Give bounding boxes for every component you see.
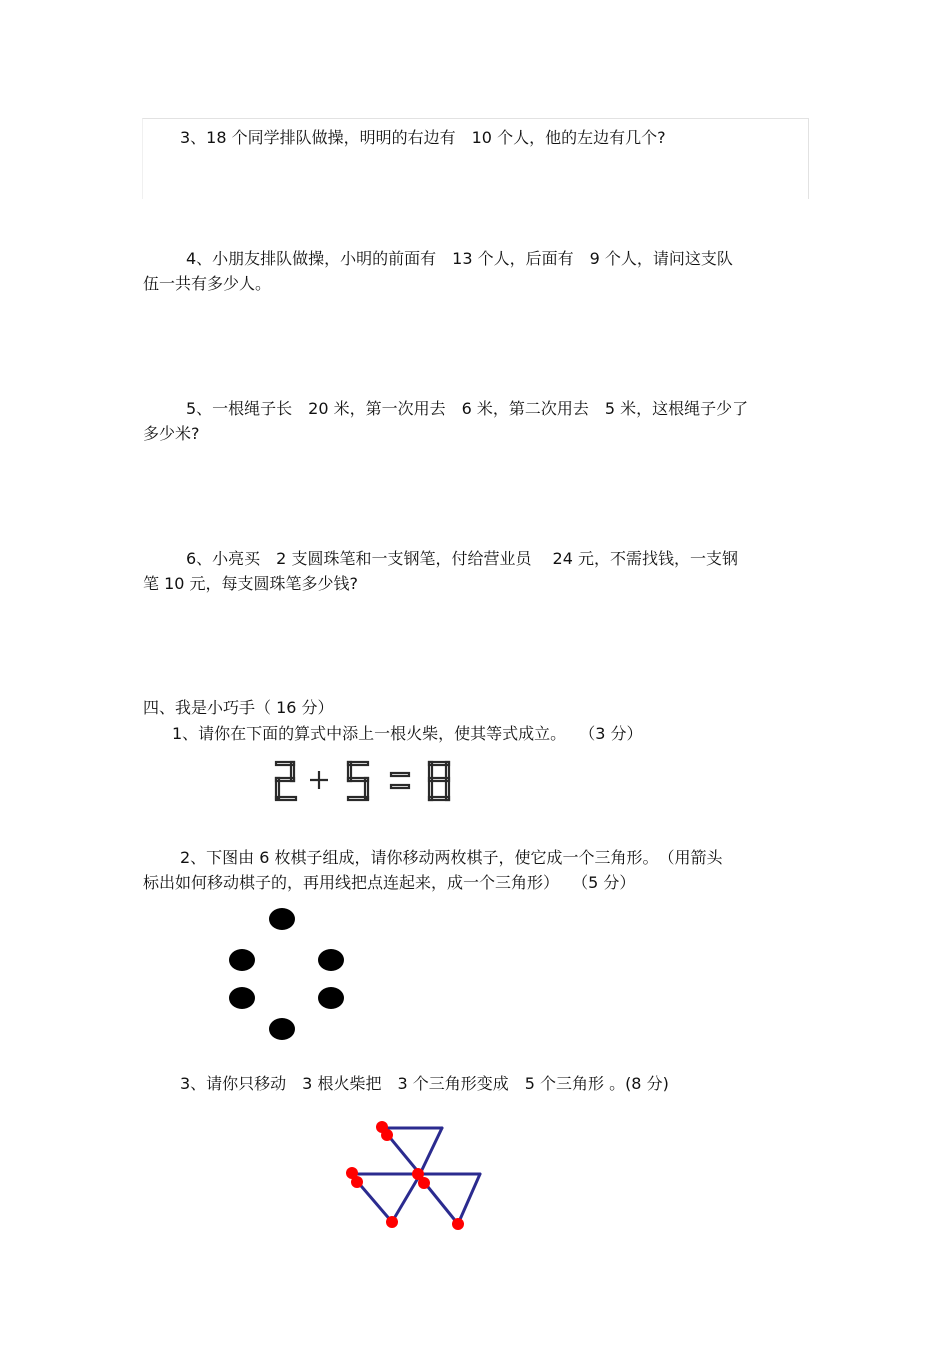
matchstick	[356, 1180, 392, 1222]
question-3: 3、18 个同学排队做操，明明的右边有 10 个人，他的左边有几个?	[180, 128, 666, 147]
match-head	[418, 1177, 430, 1189]
chess-piece	[229, 987, 255, 1009]
digit-8	[429, 762, 449, 800]
chess-piece	[318, 949, 344, 971]
question-5-line-2: 多少米?	[143, 424, 200, 443]
matchstick	[458, 1174, 480, 1224]
question-5-line-1: 5、一根绳子长 20 米，第一次用去 6 米，第二次用去 5 米，这根绳子少了	[186, 399, 749, 418]
chess-piece	[269, 908, 295, 930]
minus-sign	[391, 773, 409, 788]
section-4-task-3: 3、请你只移动 3 根火柴把 3 个三角形变成 5 个三角形 。(8 分)	[180, 1074, 669, 1093]
matchstick	[424, 1182, 458, 1224]
matchstick	[392, 1178, 418, 1222]
section-4-task-2-line-1: 2、下图由 6 枚棋子组成，请你移动两枚棋子，使它成一个三角形。 （用箭头	[180, 848, 723, 867]
section-4-title: 四、我是小巧手（ 16 分）	[143, 698, 334, 717]
question-4-line-2: 伍一共有多少人。	[143, 274, 272, 293]
chess-piece	[318, 987, 344, 1009]
question-6-line-2: 笔 10 元，每支圆珠笔多少钱?	[143, 574, 359, 593]
digit-5	[348, 762, 368, 800]
chess-pieces-figure	[220, 900, 360, 1050]
section-4-task-1: 1、请你在下面的算式中添上一根火柴，使其等式成立。 （3 分）	[172, 724, 643, 743]
chess-piece	[229, 949, 255, 971]
question-6-line-1: 6、小亮买 2 支圆珠笔和一支钢笔，付给营业员 24 元，不需找钱，一支钢	[186, 549, 738, 568]
matchstick-equation-figure	[268, 758, 458, 808]
matchstick	[420, 1128, 442, 1174]
match-head	[351, 1176, 363, 1188]
match-head	[452, 1218, 464, 1230]
plus-sign	[310, 771, 328, 789]
question-4-line-1: 4、小朋友排队做操，小明的前面有 13 个人，后面有 9 个人，请问这支队	[186, 249, 733, 268]
triangle-matchsticks-figure	[330, 1110, 500, 1240]
match-head	[381, 1129, 393, 1141]
section-4-task-2-line-2: 标出如何移动棋子的，再用线把点连起来，成一个三角形） （5 分）	[143, 873, 636, 892]
match-head	[386, 1216, 398, 1228]
digit-2	[276, 762, 296, 800]
chess-piece	[269, 1018, 295, 1040]
